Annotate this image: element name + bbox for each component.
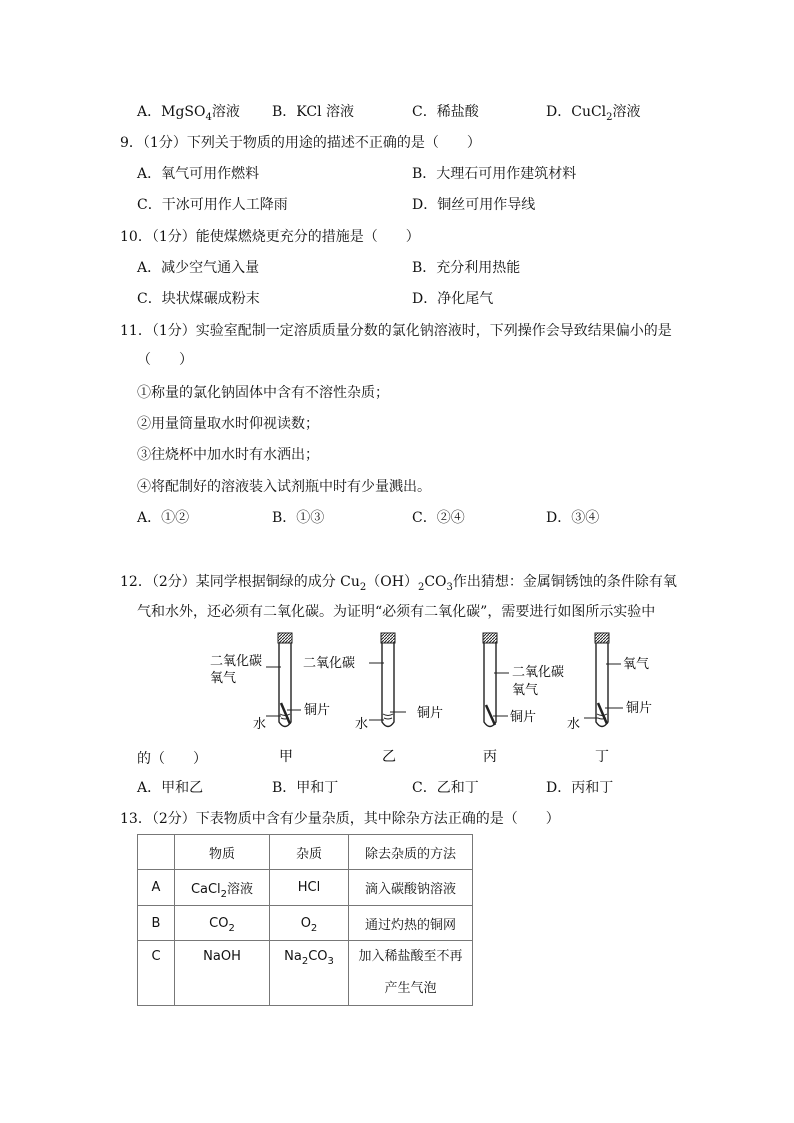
- q13-stem: 13．（2分）下表物质中含有少量杂质，其中除杂方法正确的是（ ）: [120, 811, 560, 827]
- row-substance: $CO_2$: [175, 906, 270, 941]
- q13-table: [137, 834, 473, 1006]
- tube-bing: [483, 633, 564, 765]
- q12-option-a: A．甲和乙: [137, 780, 204, 796]
- row-method: 滴入碳酸钠溶液: [349, 870, 473, 906]
- tube-jia-water-label: 水: [253, 717, 267, 732]
- q11-item-4: ④将配制好的溶液装入试剂瓶中时有少量溅出。: [137, 479, 431, 495]
- tube-bing-co2-label: 二氧化碳: [512, 665, 565, 680]
- tube-jia: [210, 633, 330, 765]
- row-impurity: HCl: [270, 870, 349, 906]
- q11-option-d: D．③④: [546, 510, 600, 526]
- row-impurity: $O_2$: [270, 906, 349, 941]
- tube-bing-o2-label: 氧气: [512, 683, 539, 698]
- q11-option-a: A．①②: [137, 510, 190, 526]
- row-method: 加入稀盐酸至不再 产生气泡: [349, 941, 473, 1006]
- q12-stem-line2: 气和水外，还必须有二氧化碳。为证明“必须有二氧化碳”，需要进行如图所示实验中: [137, 604, 656, 620]
- tube-ding: [567, 633, 652, 765]
- tube-yi: [303, 633, 443, 765]
- table-header-blank: [138, 835, 175, 870]
- q10-stem: 10．（1分）能使煤燃烧更充分的措施是（ ）: [120, 229, 420, 245]
- q12-test-tube-figure: [0, 628, 794, 778]
- table-header-impurity: 杂质: [270, 835, 349, 870]
- tube-bing-name: 丙: [483, 749, 497, 765]
- q12-option-b: B．甲和丁: [272, 780, 339, 796]
- tube-jia-co2-label: 二氧化碳: [210, 654, 263, 669]
- q11-item-3: ③往烧杯中加水时有水洒出；: [137, 447, 319, 463]
- tube-yi-water-label: 水: [355, 717, 369, 732]
- tube-yi-name: 乙: [382, 749, 396, 765]
- q10-option-a: A．减少空气通入量: [137, 260, 260, 276]
- q9-stem: 9．（1分）下列关于物质的用途的描述不正确的是（ ）: [120, 135, 481, 151]
- tube-bing-copper-label: 铜片: [510, 710, 537, 725]
- q9-option-b: B．大理石可用作建筑材料: [412, 166, 577, 182]
- tube-jia-name: 甲: [279, 749, 293, 765]
- q12-stem-line3: 的（ ）: [137, 751, 207, 767]
- row-substance: CaCl$_2$溶液: [175, 870, 270, 906]
- q9-option-c: C．干冰可用作人工降雨: [137, 197, 288, 213]
- tube-ding-copper-label: 铜片: [626, 701, 653, 716]
- tube-ding-o2-label: 氧气: [623, 657, 650, 672]
- q8-option-d: D．CuCl$_2$溶液: [546, 104, 641, 123]
- q12-option-c: C．乙和丁: [412, 780, 479, 796]
- table-header-method: 除去杂质的方法: [349, 835, 473, 870]
- row-method: 通过灼热的铜网: [349, 906, 473, 941]
- q11-stem: 11．（1分）实验室配制一定溶质质量分数的氯化钠溶液时，下列操作会导致结果偏小的是: [120, 323, 672, 339]
- q9-option-d: D．铜丝可用作导线: [412, 197, 536, 213]
- q11-stem-bracket: （ ）: [137, 352, 193, 368]
- tube-yi-copper-label: 铜片: [417, 706, 444, 721]
- q11-item-1: ①称量的氯化钠固体中含有不溶性杂质；: [137, 385, 389, 401]
- q8-option-b: B．KCl 溶液: [272, 104, 355, 120]
- q8-option-c: C．稀盐酸: [412, 104, 479, 120]
- q11-item-2: ②用量筒量取水时仰视读数；: [137, 416, 319, 432]
- table-header-row: [138, 835, 473, 870]
- row-impurity: $Na_2CO_3$: [270, 941, 349, 1006]
- row-label: A: [138, 870, 175, 906]
- tube-jia-copper-label: 铜片: [304, 703, 331, 718]
- tube-yi-co2-label: 二氧化碳: [303, 656, 356, 671]
- q12-option-d: D．丙和丁: [546, 780, 614, 796]
- row-substance: NaOH: [175, 941, 270, 1006]
- q10-option-c: C．块状煤碾成粉末: [137, 291, 260, 307]
- table-row: [138, 870, 473, 906]
- q10-option-b: B．充分利用热能: [412, 260, 521, 276]
- q11-option-b: B．①③: [272, 510, 325, 526]
- table-row: [138, 906, 473, 941]
- q9-option-a: A．氧气可用作燃料: [137, 166, 260, 182]
- q8-option-a: A．MgSO$_4$溶液: [137, 104, 240, 123]
- q11-option-c: C．②④: [412, 510, 465, 526]
- tube-ding-water-label: 水: [567, 717, 581, 732]
- table-header-substance: 物质: [175, 835, 270, 870]
- q12-stem: 12．（2分）某同学根据铜绿的成分 $Cu_2(OH)_2CO_3$作出猜想：金属铜锈蚀的条件除有氧: [120, 574, 677, 593]
- tube-ding-name: 丁: [595, 749, 609, 765]
- row-label: B: [138, 906, 175, 941]
- table-row: [138, 941, 473, 1006]
- tube-jia-o2-label: 氧气: [210, 671, 237, 686]
- row-label: C: [138, 941, 175, 1006]
- q10-option-d: D．净化尾气: [412, 291, 494, 307]
